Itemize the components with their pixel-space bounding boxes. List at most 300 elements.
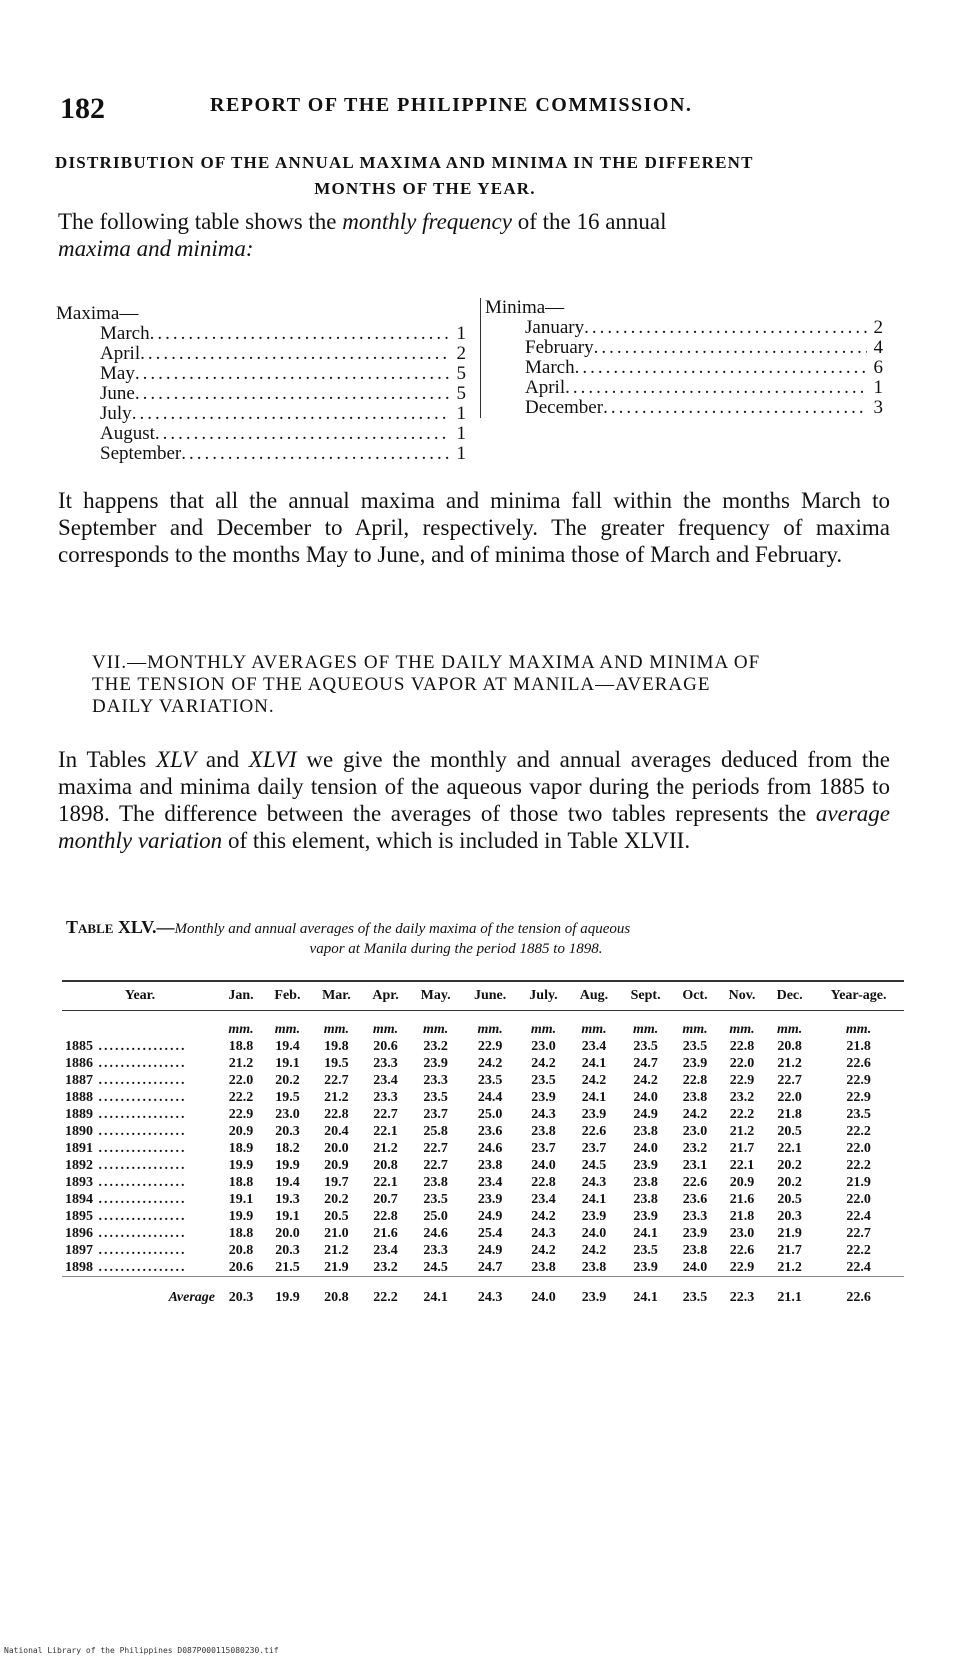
table-row — [62, 1055, 904, 1072]
paragraph-tables-italic: average monthly variation — [58, 801, 890, 853]
value-cell: 23.4 — [373, 1242, 398, 1258]
value-cell: 22.0 — [846, 1191, 871, 1207]
units-cell: mm. — [632, 1021, 659, 1037]
value-cell: 20.8 — [777, 1038, 802, 1054]
units-cell: mm. — [372, 1021, 399, 1037]
intro-text-after: of the 16 annual — [511, 209, 667, 234]
value-cell: 24.2 — [531, 1242, 556, 1258]
value-cell: 20.5 — [777, 1123, 802, 1139]
maxima-month: July — [100, 404, 132, 424]
value-cell: 21.9 — [324, 1259, 349, 1275]
value-cell: 23.9 — [682, 1225, 708, 1241]
value-cell: 22.6 — [729, 1242, 755, 1258]
value-cell: 24.1 — [581, 1055, 607, 1071]
value-cell: 22.2 — [846, 1157, 871, 1173]
table-row — [62, 1242, 904, 1259]
column-header: June. — [462, 981, 518, 1011]
value-cell: 20.5 — [324, 1208, 349, 1224]
list-item — [56, 444, 466, 464]
value-cell: 22.8 — [531, 1174, 556, 1190]
value-cell: 21.6 — [373, 1225, 398, 1241]
section-title — [55, 150, 915, 202]
value-cell: 25.8 — [423, 1123, 448, 1139]
value-cell: 20.2 — [275, 1072, 300, 1088]
maxima-count: 1 — [456, 404, 466, 424]
value-cell: 23.3 — [423, 1242, 448, 1258]
value-cell: 24.2 — [531, 1055, 556, 1071]
value-cell: 22.6 — [581, 1123, 607, 1139]
value-cell: 23.7 — [581, 1140, 607, 1156]
column-header: Year-age. — [813, 981, 904, 1011]
value-cell: 23.8 — [633, 1191, 658, 1207]
value-cell: 23.9 — [633, 1208, 658, 1224]
value-cell: 24.9 — [477, 1242, 503, 1258]
units-cell: mm. — [530, 1021, 557, 1037]
value-cell: 18.2 — [275, 1140, 300, 1156]
value-cell: 24.5 — [581, 1157, 607, 1173]
year-cell: 1891 ..... — [62, 1140, 218, 1157]
table-row — [62, 1106, 904, 1123]
table-caption — [66, 917, 906, 959]
units-cell: mm. — [477, 1021, 503, 1037]
value-cell: 23.4 — [373, 1072, 398, 1088]
value-cell: 19.1 — [275, 1208, 300, 1224]
value-cell: 23.5 — [531, 1072, 556, 1088]
value-cell: 23.9 — [682, 1055, 708, 1071]
minima-count: 4 — [873, 338, 883, 358]
section-vii-line2: THE TENSION OF THE AQUEOUS VAPOR AT MANILA—AVERAGE — [92, 674, 711, 695]
average-cell: 22.3 — [718, 1277, 766, 1307]
value-cell: 22.8 — [682, 1072, 708, 1088]
value-cell: 23.5 — [423, 1191, 448, 1207]
value-cell: 23.8 — [423, 1174, 448, 1190]
value-cell: 24.6 — [477, 1140, 503, 1156]
data-table — [62, 980, 904, 1306]
value-cell: 23.4 — [477, 1174, 503, 1190]
value-cell: 18.9 — [228, 1140, 254, 1156]
value-cell: 24.7 — [633, 1055, 658, 1071]
maxima-count: 2 — [456, 344, 466, 364]
value-cell: 24.2 — [581, 1072, 607, 1088]
section-vii-heading — [92, 652, 902, 718]
value-cell: 22.9 — [477, 1038, 503, 1054]
value-cell: 21.2 — [228, 1055, 254, 1071]
column-header: Dec. — [766, 981, 813, 1011]
units-cell: mm. — [845, 1021, 872, 1037]
value-cell: 24.2 — [682, 1106, 708, 1122]
table-row — [62, 1089, 904, 1106]
year-cell: 1898 ..... — [62, 1259, 218, 1277]
list-item — [56, 344, 466, 364]
value-cell: 23.9 — [581, 1106, 607, 1122]
maxima-month: March — [100, 324, 150, 344]
list-item — [485, 398, 883, 418]
maxima-count: 1 — [456, 324, 466, 344]
value-cell: 19.1 — [228, 1191, 254, 1207]
table-ref-xlv: XLV — [156, 747, 197, 772]
value-cell: 23.8 — [633, 1123, 658, 1139]
minima-count: 3 — [873, 398, 883, 418]
year-cell: 1896 ..... — [62, 1225, 218, 1242]
value-cell: 24.0 — [581, 1225, 607, 1241]
value-cell: 20.3 — [777, 1208, 802, 1224]
value-cell: 24.0 — [633, 1140, 658, 1156]
intro-text-italic: monthly frequency — [342, 209, 512, 234]
value-cell: 21.9 — [846, 1174, 871, 1190]
average-cell: 20.3 — [218, 1277, 264, 1307]
value-cell: 20.2 — [777, 1174, 802, 1190]
value-cell: 22.0 — [777, 1089, 802, 1105]
value-cell: 21.7 — [777, 1242, 802, 1258]
value-cell: 20.6 — [373, 1038, 398, 1054]
value-cell: 24.3 — [531, 1106, 556, 1122]
year-cell: 1890 ..... — [62, 1123, 218, 1140]
value-cell: 23.9 — [633, 1157, 658, 1173]
value-cell: 25.0 — [423, 1208, 448, 1224]
table-row — [62, 1140, 904, 1157]
value-cell: 19.9 — [228, 1208, 254, 1224]
column-header: Nov. — [718, 981, 766, 1011]
minima-month: April — [525, 378, 566, 398]
value-cell: 22.1 — [729, 1157, 755, 1173]
value-cell: 24.2 — [581, 1242, 607, 1258]
value-cell: 23.2 — [373, 1259, 398, 1275]
minima-month: December — [525, 398, 604, 418]
value-cell: 22.7 — [423, 1157, 448, 1173]
value-cell: 23.8 — [682, 1242, 708, 1258]
value-cell: 22.7 — [777, 1072, 802, 1088]
table-row — [62, 1123, 904, 1140]
paragraph-tables — [58, 746, 890, 854]
value-cell: 19.8 — [324, 1038, 349, 1054]
average-cell: 24.1 — [409, 1277, 462, 1307]
value-cell: 23.5 — [423, 1089, 448, 1105]
minima-count: 6 — [873, 358, 883, 378]
value-cell: 22.9 — [846, 1072, 871, 1088]
units-cell: mm. — [423, 1021, 449, 1037]
units-cell: mm. — [323, 1021, 350, 1037]
value-cell: 21.8 — [846, 1038, 871, 1054]
value-cell: 24.2 — [531, 1208, 556, 1224]
value-cell: 23.2 — [423, 1038, 448, 1054]
value-cell: 23.2 — [682, 1140, 708, 1156]
column-header: Mar. — [311, 981, 362, 1011]
value-cell: 24.1 — [581, 1089, 607, 1105]
value-cell: 22.7 — [423, 1140, 448, 1156]
minima-month: January — [525, 318, 585, 338]
value-cell: 21.2 — [373, 1140, 398, 1156]
value-cell: 22.1 — [373, 1174, 398, 1190]
value-cell: 23.5 — [682, 1038, 708, 1054]
value-cell: 19.4 — [275, 1038, 300, 1054]
value-cell: 22.1 — [373, 1123, 398, 1139]
value-cell: 23.8 — [581, 1259, 607, 1275]
value-cell: 20.9 — [228, 1123, 254, 1139]
column-header: Year. — [62, 981, 218, 1011]
average-cell: 24.3 — [462, 1277, 518, 1307]
table-row — [62, 1208, 904, 1225]
column-header: May. — [409, 981, 462, 1011]
paragraph-tables-text: In Tables — [58, 747, 157, 772]
average-cell: 20.8 — [311, 1277, 362, 1307]
value-cell: 22.1 — [777, 1140, 802, 1156]
value-cell: 23.0 — [729, 1225, 755, 1241]
units-cell: mm. — [581, 1021, 607, 1037]
value-cell: 25.0 — [477, 1106, 503, 1122]
table-row — [62, 1157, 904, 1174]
value-cell: 22.7 — [846, 1225, 871, 1241]
minima-count: 2 — [873, 318, 883, 338]
value-cell: 21.2 — [324, 1089, 349, 1105]
value-cell: 23.5 — [477, 1072, 503, 1088]
minima-month: February — [525, 338, 594, 358]
value-cell: 23.7 — [531, 1140, 556, 1156]
value-cell: 21.6 — [729, 1191, 755, 1207]
value-cell: 23.9 — [423, 1055, 448, 1071]
maxima-month: September — [100, 444, 182, 464]
value-cell: 23.5 — [846, 1106, 871, 1122]
units-cell — [62, 1011, 218, 1039]
value-cell: 23.8 — [633, 1174, 658, 1190]
section-vii-line3: DAILY VARIATION. — [92, 696, 275, 717]
value-cell: 24.4 — [477, 1089, 503, 1105]
list-item — [56, 404, 466, 424]
value-cell: 22.0 — [846, 1140, 871, 1156]
value-cell: 22.8 — [729, 1038, 755, 1054]
year-cell: 1888 ..... — [62, 1089, 218, 1106]
value-cell: 23.9 — [633, 1259, 658, 1275]
list-item — [56, 364, 466, 384]
year-cell: 1892 ..... — [62, 1157, 218, 1174]
value-cell: 19.9 — [228, 1157, 254, 1173]
value-cell: 24.3 — [581, 1174, 607, 1190]
value-cell: 24.1 — [581, 1191, 607, 1207]
maxima-month: June — [100, 384, 135, 404]
table-row — [62, 1259, 904, 1277]
intro-paragraph — [58, 208, 890, 262]
paragraph-tables-text: and — [196, 747, 249, 772]
column-header: Jan. — [218, 981, 264, 1011]
table-row — [62, 1038, 904, 1055]
value-cell: 23.5 — [633, 1038, 658, 1054]
value-cell: 24.9 — [633, 1106, 658, 1122]
value-cell: 24.6 — [423, 1225, 448, 1241]
value-cell: 23.9 — [531, 1089, 556, 1105]
table-header-row — [62, 981, 904, 1011]
value-cell: 20.3 — [275, 1123, 300, 1139]
value-cell: 19.7 — [324, 1174, 349, 1190]
value-cell: 22.6 — [846, 1055, 871, 1071]
value-cell: 23.8 — [531, 1123, 556, 1139]
units-cell: mm. — [274, 1021, 301, 1037]
list-item — [485, 358, 883, 378]
units-cell: mm. — [228, 1021, 254, 1037]
value-cell: 23.7 — [423, 1106, 448, 1122]
maxima-month: April — [100, 344, 141, 364]
average-cell: 23.9 — [569, 1277, 620, 1307]
minima-list — [480, 298, 883, 418]
value-cell: 19.9 — [275, 1157, 300, 1173]
units-cell: mm. — [682, 1021, 708, 1037]
value-cell: 22.9 — [729, 1072, 755, 1088]
value-cell: 20.0 — [324, 1140, 349, 1156]
value-cell: 22.2 — [846, 1242, 871, 1258]
value-cell: 18.8 — [228, 1038, 254, 1054]
value-cell: 20.2 — [777, 1157, 802, 1173]
year-cell: 1887 ..... — [62, 1072, 218, 1089]
value-cell: 22.8 — [373, 1208, 398, 1224]
value-cell: 24.2 — [633, 1072, 658, 1088]
value-cell: 20.8 — [228, 1242, 254, 1258]
year-cell: 1894 ..... — [62, 1191, 218, 1208]
value-cell: 22.0 — [228, 1072, 254, 1088]
value-cell: 21.0 — [324, 1225, 349, 1241]
paragraph-tables-text: of this element, which is included in Table XLVII. — [222, 828, 691, 853]
value-cell: 20.4 — [324, 1123, 349, 1139]
list-item — [56, 384, 466, 404]
units-cell: mm. — [776, 1021, 803, 1037]
average-cell: 24.0 — [518, 1277, 569, 1307]
year-cell: 1897 ..... — [62, 1242, 218, 1259]
value-cell: 23.3 — [373, 1055, 398, 1071]
value-cell: 22.9 — [846, 1089, 871, 1105]
value-cell: 20.2 — [324, 1191, 349, 1207]
value-cell: 20.3 — [275, 1242, 300, 1258]
value-cell: 25.4 — [477, 1225, 503, 1241]
scan-footer: National Library of the Philippines D087P000115080230.tif — [4, 1646, 279, 1655]
units-row — [62, 1011, 904, 1039]
paragraph-tables-text: we give the monthly and annual averages deduced from the maxima and minima daily tension of the aqueous vapor during the periods from 1885 to 1898. The difference between the averages of those two tables represents the — [58, 747, 890, 826]
average-cell: 19.9 — [264, 1277, 311, 1307]
value-cell: 23.6 — [477, 1123, 503, 1139]
value-cell: 20.8 — [373, 1157, 398, 1173]
value-cell: 23.4 — [531, 1191, 556, 1207]
column-header: Sept. — [619, 981, 672, 1011]
maxima-count: 5 — [456, 364, 466, 384]
average-cell: 22.2 — [362, 1277, 409, 1307]
value-cell: 22.9 — [729, 1259, 755, 1275]
value-cell: 19.4 — [275, 1174, 300, 1190]
value-cell: 21.8 — [777, 1106, 802, 1122]
value-cell: 24.2 — [477, 1055, 503, 1071]
table-row — [62, 1174, 904, 1191]
value-cell: 24.0 — [633, 1089, 658, 1105]
page-number: 182 — [60, 92, 105, 125]
average-cell: 23.5 — [672, 1277, 718, 1307]
table-row — [62, 1191, 904, 1208]
value-cell: 18.8 — [228, 1174, 254, 1190]
value-cell: 24.9 — [477, 1208, 503, 1224]
value-cell: 20.9 — [324, 1157, 349, 1173]
value-cell: 22.7 — [373, 1106, 398, 1122]
value-cell: 23.9 — [581, 1208, 607, 1224]
value-cell: 24.1 — [633, 1225, 658, 1241]
column-header: Feb. — [264, 981, 311, 1011]
value-cell: 23.5 — [633, 1242, 658, 1258]
value-cell: 22.7 — [324, 1072, 349, 1088]
year-cell: 1886 ..... — [62, 1055, 218, 1072]
value-cell: 22.6 — [682, 1174, 708, 1190]
average-cell: 22.6 — [813, 1277, 904, 1307]
average-cell: 24.1 — [619, 1277, 672, 1307]
average-cell: 21.1 — [766, 1277, 813, 1307]
value-cell: 21.5 — [275, 1259, 300, 1275]
table-caption-lead: Table XLV.— — [66, 917, 175, 937]
value-cell: 21.8 — [729, 1208, 755, 1224]
minima-count: 1 — [873, 378, 883, 398]
year-cell: 1885 ..... — [62, 1038, 218, 1055]
value-cell: 23.3 — [373, 1089, 398, 1105]
value-cell: 23.4 — [581, 1038, 607, 1054]
section-title-line2: MONTHS OF THE YEAR. — [314, 179, 536, 198]
value-cell: 21.9 — [777, 1225, 802, 1241]
value-cell: 22.4 — [846, 1259, 871, 1275]
value-cell: 21.2 — [777, 1259, 802, 1275]
maxima-list — [56, 304, 466, 464]
year-cell: 1889 ..... — [62, 1106, 218, 1123]
maxima-count: 1 — [456, 444, 466, 464]
value-cell: 21.2 — [777, 1055, 802, 1071]
list-item — [56, 424, 466, 444]
value-cell: 19.3 — [275, 1191, 300, 1207]
value-cell: 22.2 — [729, 1106, 755, 1122]
value-cell: 23.2 — [729, 1089, 755, 1105]
value-cell: 21.7 — [729, 1140, 755, 1156]
running-head: REPORT OF THE PHILIPPINE COMMISSION. — [210, 94, 693, 116]
table-row — [62, 1072, 904, 1089]
value-cell: 20.9 — [729, 1174, 755, 1190]
value-cell: 24.3 — [531, 1225, 556, 1241]
maxima-heading: Maxima— — [56, 303, 139, 324]
list-item — [485, 318, 883, 338]
value-cell: 23.0 — [531, 1038, 556, 1054]
value-cell: 21.2 — [324, 1242, 349, 1258]
value-cell: 23.3 — [423, 1072, 448, 1088]
value-cell: 20.7 — [373, 1191, 398, 1207]
value-cell: 21.2 — [729, 1123, 755, 1139]
average-label: Average — [62, 1277, 218, 1307]
value-cell: 24.0 — [531, 1157, 556, 1173]
value-cell: 23.3 — [682, 1208, 708, 1224]
year-cell: 1893 ..... — [62, 1174, 218, 1191]
column-header: Apr. — [362, 981, 409, 1011]
paragraph-distribution: It happens that all the annual maxima and minima fall within the months March to September and December to April, respectively. The greater frequency of maxima corresponds to the months May to June, and of minima those of March and February. — [58, 488, 890, 567]
value-cell: 23.0 — [682, 1123, 708, 1139]
value-cell: 23.8 — [531, 1259, 556, 1275]
value-cell: 20.0 — [275, 1225, 300, 1241]
value-cell: 19.5 — [275, 1089, 300, 1105]
maxima-month: May — [100, 364, 135, 384]
section-vii-line1: VII.—MONTHLY AVERAGES OF THE DAILY MAXIMA AND MINIMA OF — [92, 652, 761, 673]
value-cell: 23.1 — [682, 1157, 708, 1173]
list-item — [56, 324, 466, 344]
value-cell: 22.2 — [846, 1123, 871, 1139]
intro-text-line2: maxima and minima: — [58, 236, 254, 261]
maxima-count: 1 — [456, 424, 466, 444]
column-header: July. — [518, 981, 569, 1011]
value-cell: 24.7 — [477, 1259, 503, 1275]
value-cell: 22.4 — [846, 1208, 871, 1224]
maxima-count: 5 — [456, 384, 466, 404]
minima-month: March — [525, 358, 575, 378]
value-cell: 22.2 — [228, 1089, 254, 1105]
intro-text-before: The following table shows the — [58, 209, 343, 234]
value-cell: 19.5 — [324, 1055, 349, 1071]
value-cell: 22.8 — [324, 1106, 349, 1122]
value-cell: 22.9 — [228, 1106, 254, 1122]
value-cell: 19.1 — [275, 1055, 300, 1071]
value-cell: 23.8 — [682, 1089, 708, 1105]
